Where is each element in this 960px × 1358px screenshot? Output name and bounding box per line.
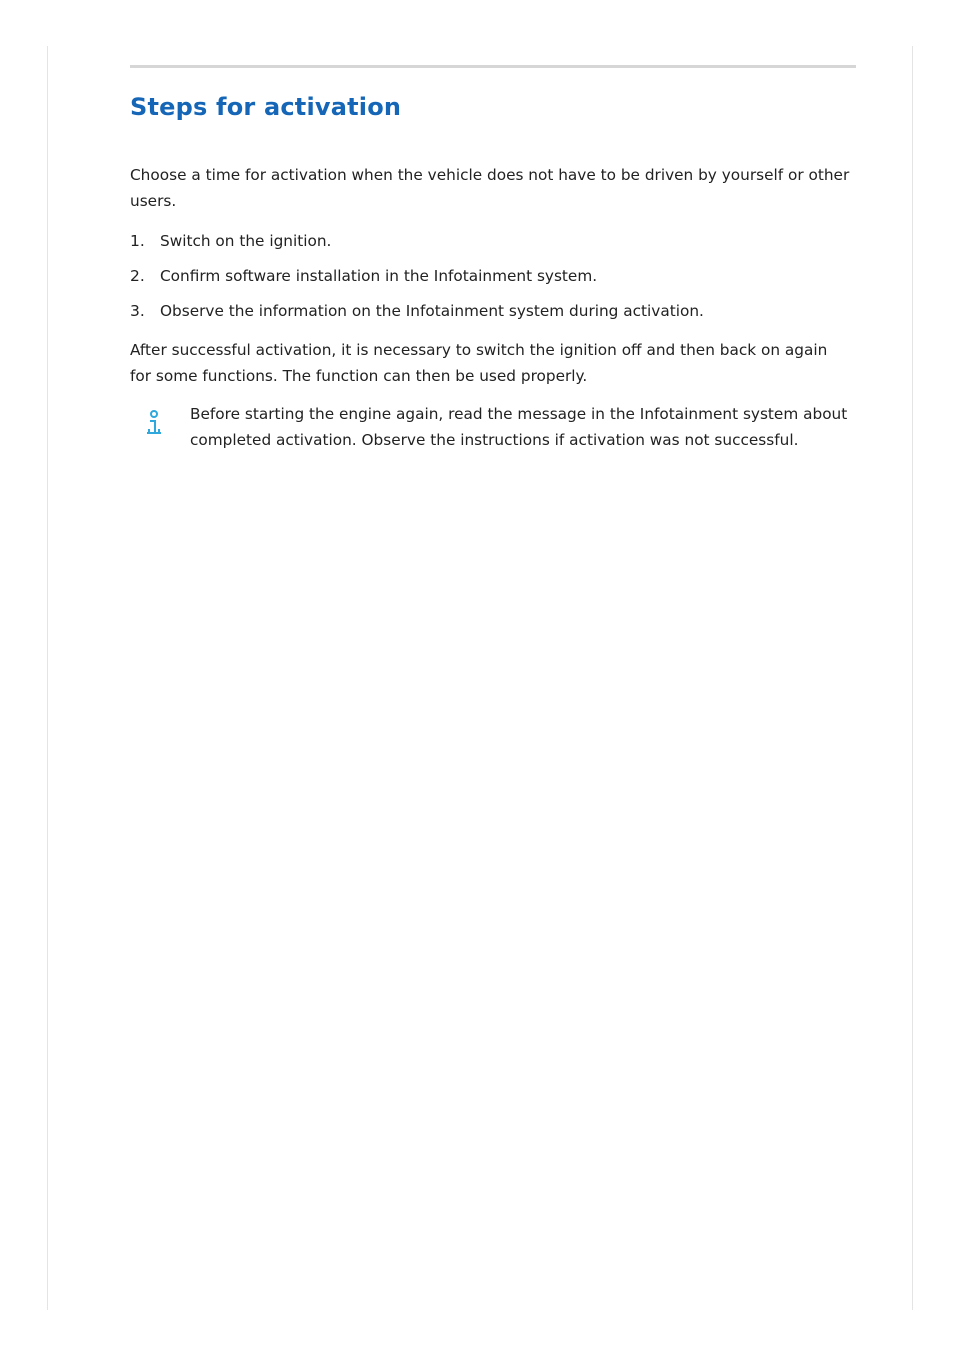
info-note	[130, 401, 850, 453]
step-text: Confirm software installation in the Infotainment system.	[160, 267, 598, 285]
left-margin-line	[47, 46, 48, 1310]
step-text: Observe the information on the Infotainment system during activation.	[160, 302, 704, 320]
step-number: 3.	[130, 302, 145, 320]
step-text: Switch on the ignition.	[160, 232, 332, 250]
section-title: Steps for activation	[130, 93, 402, 121]
step-item	[130, 267, 850, 293]
info-icon	[130, 401, 190, 453]
after-activation-paragraph: After successful activation, it is necessary to switch the ignition off and then back on again for some functions. The function can then be used properly.	[130, 341, 828, 385]
right-margin-line	[912, 46, 913, 1310]
step-item	[130, 232, 850, 258]
top-divider	[130, 65, 856, 68]
intro-paragraph: Choose a time for activation when the vehicle does not have to be driven by yourself or other users.	[130, 166, 850, 210]
step-number: 2.	[130, 267, 145, 285]
step-number: 1.	[130, 232, 145, 250]
step-item	[130, 302, 850, 328]
section-content	[130, 86, 850, 453]
steps-list	[130, 232, 850, 328]
note-text: Before starting the engine again, read the message in the Infotainment system about completed activation. Observe the instructions if activation was not successful.	[190, 405, 848, 449]
